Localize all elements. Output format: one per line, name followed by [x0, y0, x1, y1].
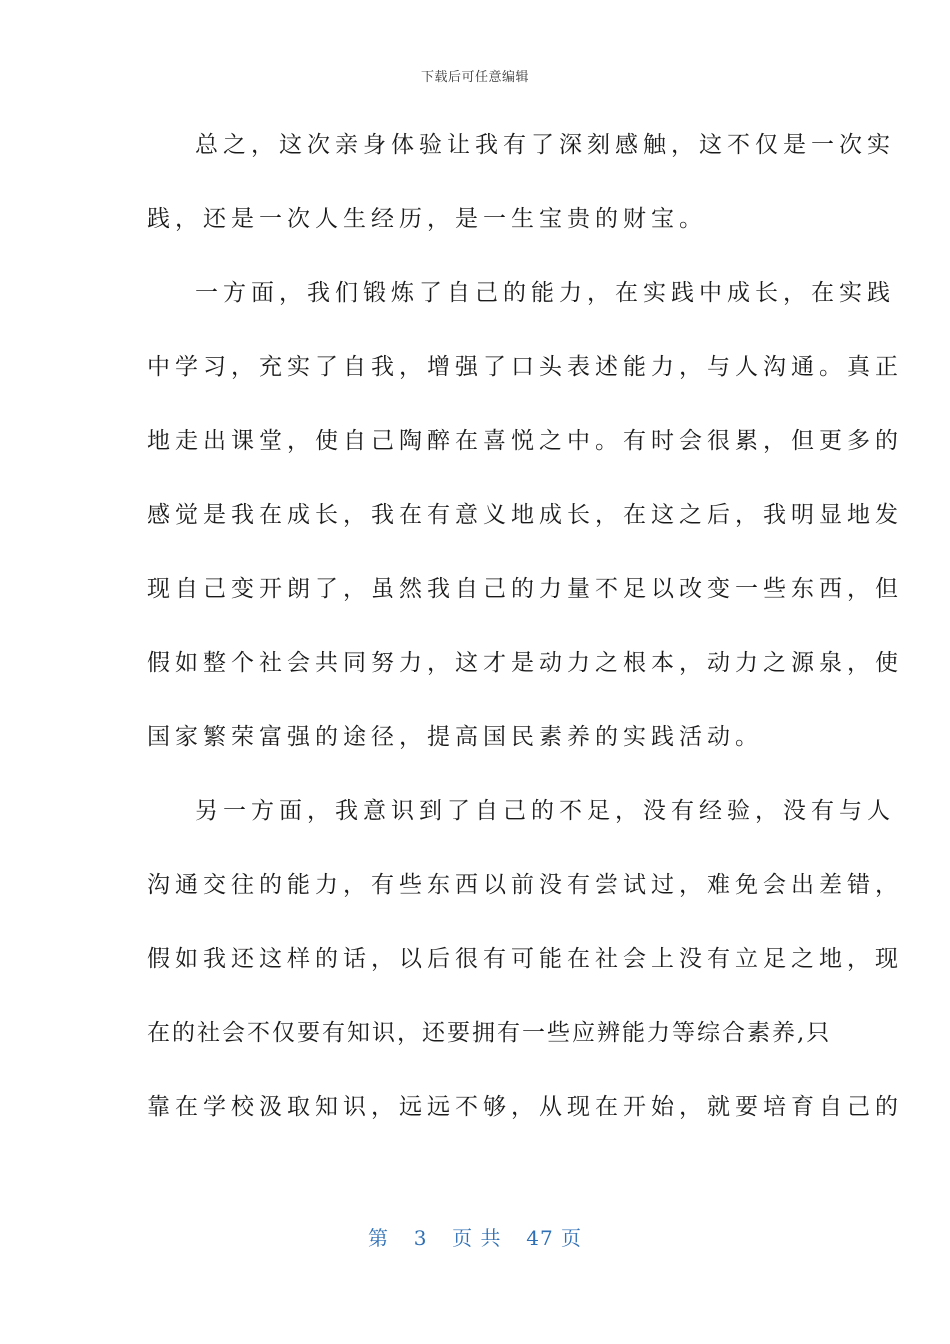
text-line: 总之，这次亲身体验让我有了深刻感触，这不仅是一次实 [195, 132, 895, 158]
text-line: 现自己变开朗了，虽然我自己的力量不足以改变一些东西，但 [147, 576, 903, 602]
text-line: 沟通交往的能力，有些东西以前没有尝试过，难免会出差错， [147, 872, 903, 898]
pages-label: 页 [561, 1226, 583, 1250]
total-pages-number: 47 [526, 1226, 554, 1250]
paragraph-3 [147, 786, 903, 1156]
page-label: 第 [367, 1226, 389, 1250]
text-line: 另一方面，我意识到了自己的不足，没有经验，没有与人 [195, 798, 895, 824]
text-line: 践，还是一次人生经历，是一生宝贵的财宝。 [147, 206, 707, 232]
current-page-number: 3 [413, 1226, 428, 1250]
document-body [147, 120, 903, 1156]
page-footer [0, 1222, 950, 1251]
text-line: 地走出课堂，使自己陶醉在喜悦之中。有时会很累，但更多的 [147, 428, 903, 454]
text-line: 在的社会不仅要有知识，还要拥有一些应辨能力等综合素养,只 [147, 1020, 832, 1046]
page-header: 下载后可任意编辑 [420, 70, 529, 85]
text-line: 国家繁荣富强的途径，提高国民素养的实践活动。 [147, 724, 763, 750]
text-line: 靠在学校汲取知识，远远不够，从现在开始，就要培育自己的 [147, 1094, 903, 1120]
text-line: 假如我还这样的话，以后很有可能在社会上没有立足之地，现 [147, 946, 903, 972]
text-line: 感觉是我在成长，我在有意义地成长，在这之后，我明显地发 [147, 502, 903, 528]
text-line: 假如整个社会共同努力，这才是动力之根本，动力之源泉，使 [147, 650, 903, 676]
paragraph-1 [147, 120, 895, 268]
text-line: 一方面，我们锻炼了自己的能力，在实践中成长，在实践 [195, 280, 895, 306]
text-line: 中学习，充实了自我，增强了口头表述能力，与人沟通。真正 [147, 354, 903, 380]
paragraph-2 [147, 268, 903, 786]
page-of-label: 页 共 [452, 1226, 502, 1250]
